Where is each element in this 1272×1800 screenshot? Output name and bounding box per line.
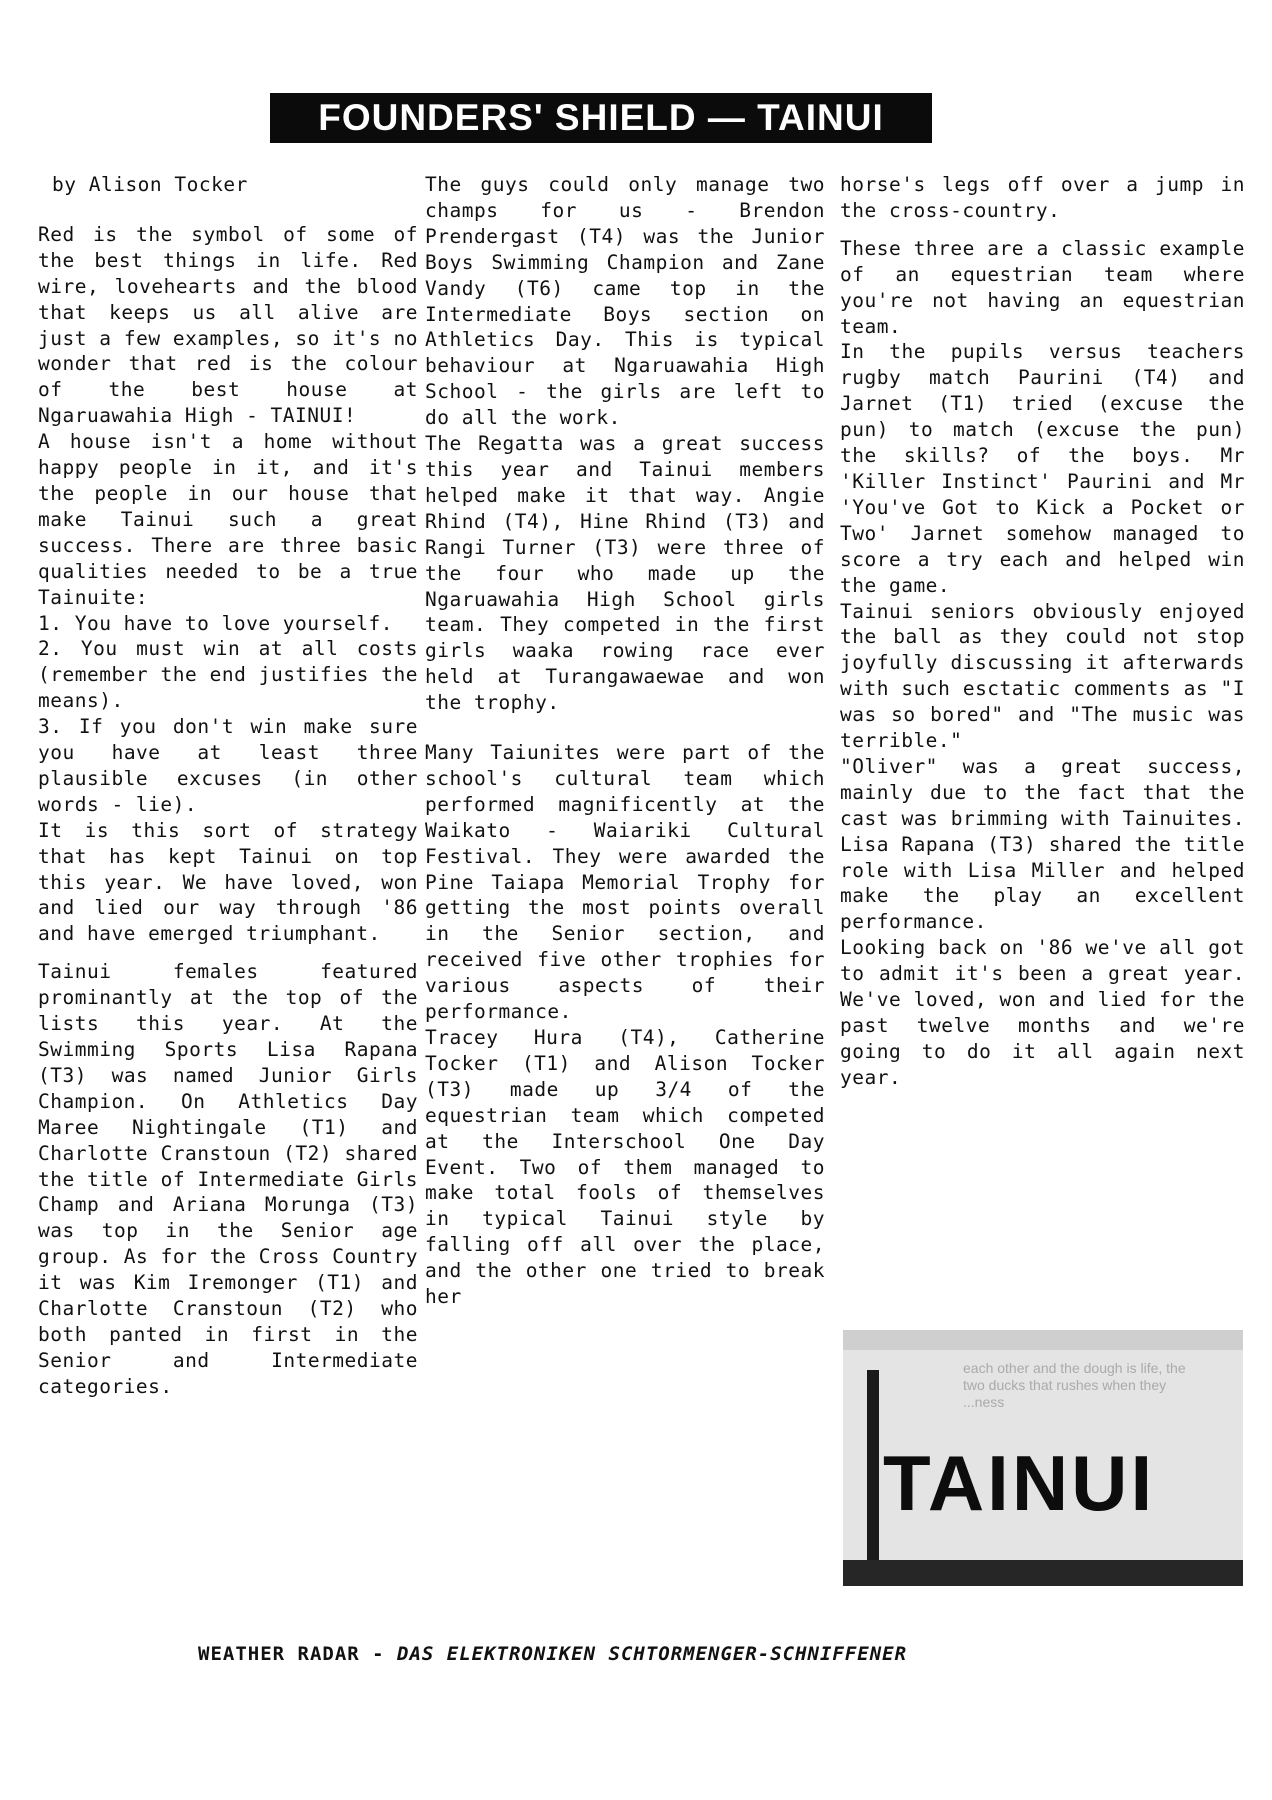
list-item: 2. You must win at all costs (remember the end justifies the means). (38, 637, 418, 713)
paragraph: Red is the symbol of some of the best things in life. Red wire, lovehearts and the blood that keeps us all alive are just a few examples, so it's no wonder that red is the colour of the best house at Ngaruawahia High - TAINUI! (38, 222, 418, 428)
photo-background-text: each other and the dough is life, the two ducks that rushes when they ...ness (963, 1360, 1186, 1410)
paragraph: Looking back on '86 we've all got to admit it's been a great year. We've loved, won and lied for the past twelve months and we're going to do it all again next year. (840, 936, 1245, 1089)
photo-ground (843, 1560, 1243, 1586)
paragraph: A house isn't a home without happy people in it, and it's the people in our house that make Tainui such a great success. There are three basic qualities needed to be a true Tainuite: (38, 430, 418, 609)
paragraph: Tainui seniors obviously enjoyed the ball as they could not stop joyfully discussing it afterwards with such esctatic comments as "I was so bored" and "The music was terrible." (840, 599, 1245, 753)
tainui-banner-photo (843, 1330, 1243, 1586)
banner-text: TAINUI (883, 1439, 1156, 1527)
page-title: FOUNDERS' SHIELD — TAINUI (270, 93, 932, 143)
paragraph: These three are a classic example of an equestrian team where you're not having an equestrian team. (840, 236, 1245, 338)
paragraph: Many Taiunites were part of the school's cultural team which performed magnificently at the Waikato - Waiariki Cultural Festival. They were awarded the Pine Taiapa Memorial Trophy for getting the most points overall in the Senior section, and received five other trophies for various aspects of their performance. (425, 741, 825, 1024)
footer-tagline: DAS ELEKTRONIKEN SCHTORMENGER-SCHNIFFENER (397, 1643, 908, 1665)
article-column-3 (840, 172, 1245, 1091)
list-item: 3. If you don't win make sure you have at least three plausible excuses (in other words - lie). (38, 715, 418, 816)
paragraph: Tracey Hura (T4), Catherine Tocker (T1) and Alison Tocker (T3) made up 3/4 of the equestrian team which competed at the Interschool One Day Event. Two of them managed to make total fools of themselves in typical Tainui style by falling off all over the place, and the other one tried to break her (425, 1026, 825, 1309)
list-item: 1. You have to love yourself. (38, 611, 393, 635)
byline: by Alison Tocker (52, 173, 248, 196)
article-column-1 (38, 172, 418, 1400)
paragraph: Tainui females featured prominantly at the top of the lists this year. At the Swimming Sports Lisa Rapana (T3) was named Junior Girls Champion. On Athletics Day Maree Nightingale (T1) and Charlotte Cranstoun (T2) shared the title of Intermediate Girls Champ and Ariana Morunga (T3) was top in the Senior age group. As for the Cross Country it was Kim Iremonger (T1) and Charlotte Cranstoun (T2) who both panted in first in the Senior and Intermediate categories. (38, 960, 418, 1398)
photo-shadow (843, 1330, 1243, 1350)
flag-pole (867, 1370, 879, 1580)
footer-label: WEATHER RADAR - (198, 1643, 385, 1665)
article-column-2 (425, 172, 825, 1310)
paragraph: horse's legs off over a jump in the cross-country. (840, 173, 1245, 222)
paragraph: The Regatta was a great success this year and Tainui members helped make it that way. Angie Rhind (T4), Hine Rhind (T3) and Rangi Turner (T3) were three of the four who made up the Ngaruawahia High School girls team. They competed in the first girls waaka rowing race ever held at Turangawaewae and won the trophy. (425, 432, 825, 715)
paragraph: It is this sort of strategy that has kept Tainui on top this year. We have loved, won and lied our way through '86 and have emerged triumphant. (38, 818, 418, 946)
paragraph: In the pupils versus teachers rugby match Paurini (T4) and Jarnet (T1) tried (excuse the pun) to match (excuse the pun) the skills? of the boys. Mr 'Killer Instinct' Paurini and Mr 'You've Got to Kick a Pocket or Two' Jarnet somehow managed to score a try each and helped win the game. (840, 340, 1245, 597)
paragraph: The guys could only manage two champs for us - Brendon Prendergast (T4) was the Junior Boys Swimming Champion and Zane Vandy (T6) came top in the Intermediate Boys section on Athletics Day. This is typical behaviour at Ngaruawahia High School - the girls are left to do all the work. (425, 173, 825, 430)
paragraph: "Oliver" was a great success, mainly due to the fact that the cast was brimming with Tainuites. Lisa Rapana (T3) shared the title role with Lisa Miller and helped make the play an excellent performance. (840, 754, 1245, 934)
page-footer (198, 1643, 907, 1665)
